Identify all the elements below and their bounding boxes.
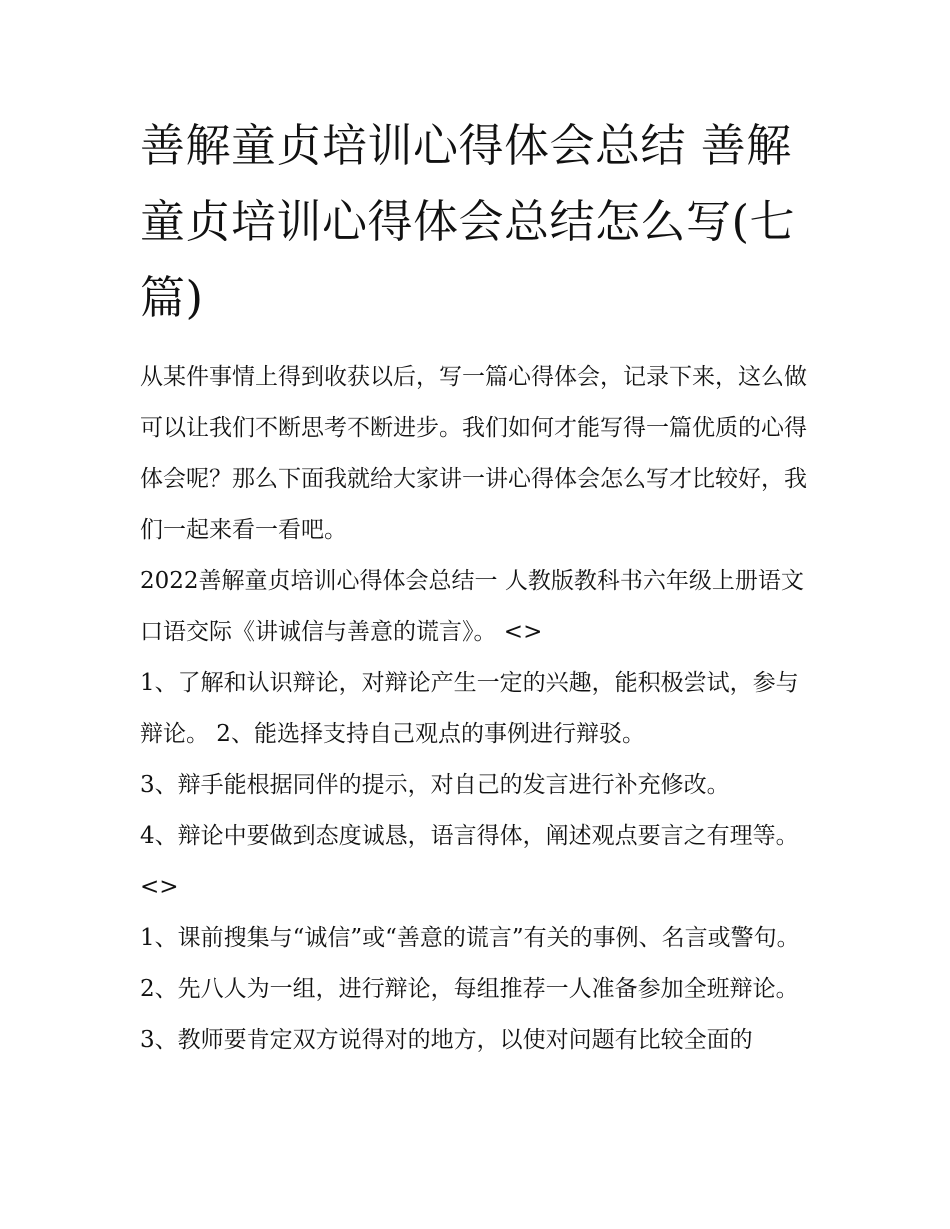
intro-paragraph: 从某件事情上得到收获以后，写一篇心得体会，记录下来，这么做可以让我们不断思考不断进步。我们如何才能写得一篇优质的心得体会呢？那么下面我就给大家讲一讲心得体会怎么写才比较好，我们一起来看一看吧。 [140, 364, 807, 543]
section-heading-paragraph: 2022善解童贞培训心得体会总结一 人教版教科书六年级上册语文口语交际《讲诚信与善意的谎言》。 <> [140, 568, 804, 645]
document-body [140, 352, 820, 1066]
goal-item-1-2: 1、了解和认识辩论，对辩论产生一定的兴趣，能积极尝试，参与辩论。 2、能选择支持自己观点的事例进行辩驳。 [140, 670, 799, 747]
document-title: 善解童贞培训心得体会总结 善解童贞培训心得体会总结怎么写(七篇) [140, 119, 796, 324]
prep-item-3: 3、教师要肯定双方说得对的地方，以使对问题有比较全面的 [140, 1027, 753, 1053]
goal-item-4: 4、辩论中要做到态度诚恳，语言得体，阐述观点要言之有理等。 <> [140, 823, 799, 900]
prep-item-1-2: 1、课前搜集与“诚信”或“善意的谎言”有关的事例、名言或警句。 2、先八人为一组，进行辩论，每组推荐一人准备参加全班辩论。 [140, 925, 800, 1002]
goal-item-3: 3、辩手能根据同伴的提示，对自己的发言进行补充修改。 [140, 772, 730, 798]
